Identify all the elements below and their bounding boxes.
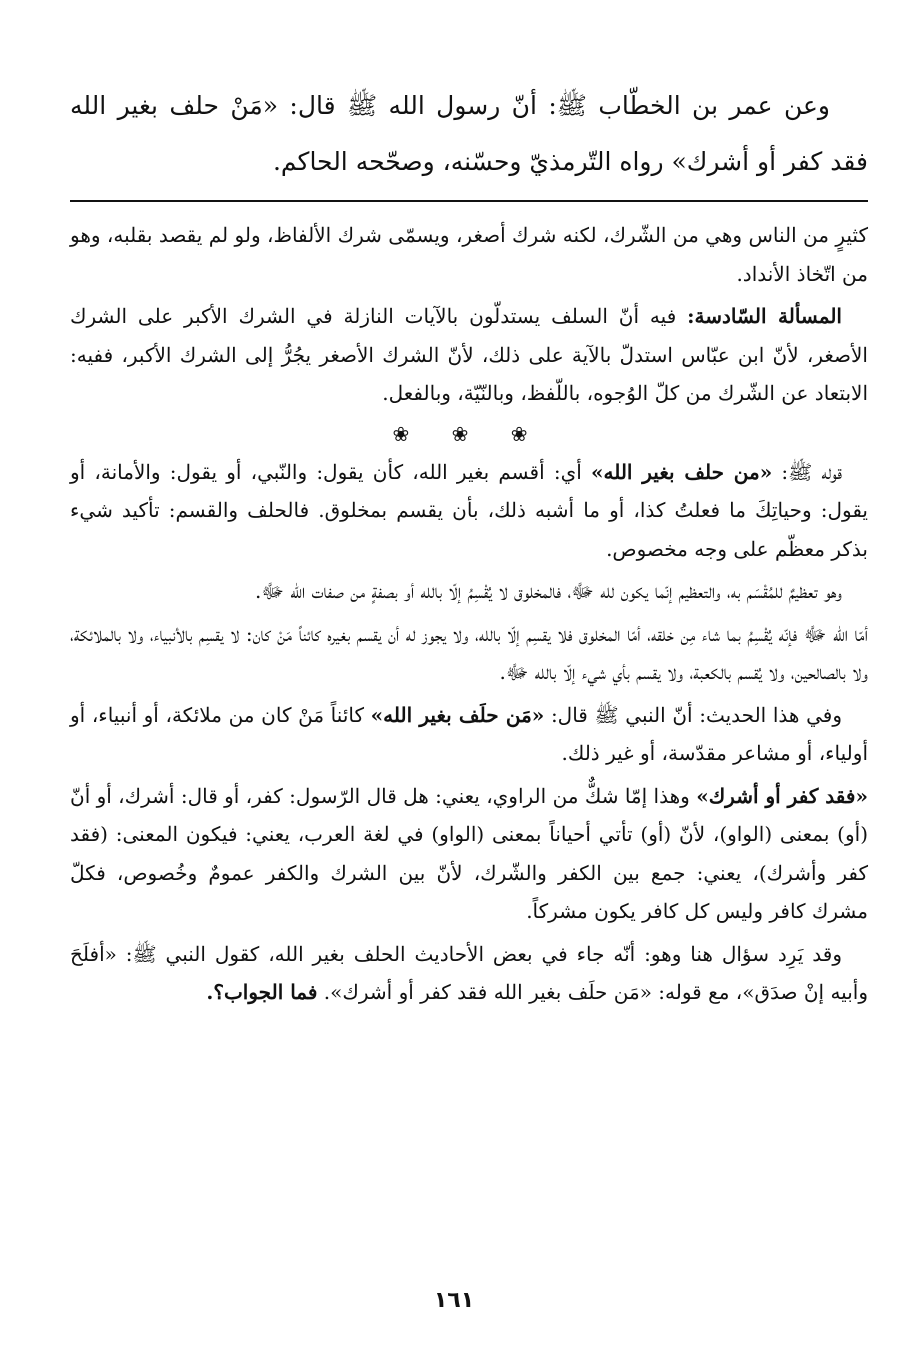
quoted-phrase: «فقد كفر أو أشرك» <box>696 783 868 808</box>
paragraph-7 <box>70 777 868 931</box>
hadith-section <box>70 78 868 190</box>
paragraph-6 <box>70 696 868 773</box>
paragraph-6-lead: وفي هذا الحديث: أنّ النبي ﷺ قال: <box>544 702 843 727</box>
paragraph-6-text: كائناً مَنْ كان من ملائكة، أو أنبياء، أو أولياء، أو مشاعر مقدّسة، أو غير ذلك. <box>70 702 868 765</box>
paragraph-7-text: وهذا إمّا شكٌّ من الراوي، يعني: هل قال الرّسول: كفر، أو قال: أشرك، أو أنّ (أو) بمعنى (الواو)، لأنّ (أو) تأتي أحياناً بمعنى (الواو) في لغة العرب، يعني: فيكون المعنى: (فقد كفر وأشرك)، يعني: جمع بين الكفر والشّرك، لأنّ بين الشرك والكفر عمومٌ وخُصوص، فكلّ مشرك كافر وليس كل كافر يكون مشركاً. <box>70 783 868 923</box>
paragraph-5: أمّا الله ﷻ فإنّه يُقْسِمُ بما شاء مِن خلقه، أمّا المخلوق فلا يقسِم إلّا بالله، ولا يجوز له أن يقسم بغيره كائناً مَنْ كان: لا يقسِم بالأنبياء، ولا بالملائكة، ولا بالصالحين، ولا يُقسم بالكعبة، ولا يقسم بأي شيء إلّا بالله ﷻ. <box>70 621 868 684</box>
paragraph-1: كثيرٍ من الناس وهي من الشّرك، لكنه شرك أصغر، ويسمّى شرك الألفاظ، ولو لم يقصد بقلبه، وهو من اتّخاذ الأنداد. <box>70 223 868 286</box>
paragraph-3-lead: قوله ﷺ: <box>772 459 842 484</box>
paragraph-2-text: فيه أنّ السلف يستدلّون بالآيات النازلة في الشرك الأكبر على الشرك الأصغر، لأنّ ابن عبّاس استدلّ بالآية على ذلك، لأنّ الشرك الأصغر يجُرُّ إلى الشرك الأكبر، ففيه: الابتعاد عن الشّرك من كلّ الوُجوه، باللّفظ، وبالنّيّة، وبالفعل. <box>70 304 868 405</box>
page-content <box>70 78 868 1016</box>
page-number: ١٦١ <box>433 1288 475 1313</box>
quoted-phrase: «من حلف بغير الله» <box>590 459 773 484</box>
paragraph-8 <box>70 935 868 1012</box>
issue-heading: المسألة السّادسة: <box>687 304 842 328</box>
paragraph-4: وهو تعظيمٌ للمُقْسَم به، والتعظيم إنّما يكون لله ﷻ، فالمخلوق لا يُقْسِمُ إلّا بالله أو بصفةٍ من صفات الله ﷻ. <box>254 579 842 603</box>
section-ornament: ❀ ❀ ❀ <box>392 421 546 446</box>
quoted-phrase: «مَن حلَف بغير الله» <box>370 702 545 727</box>
section-divider <box>70 200 868 202</box>
commentary-section <box>70 216 868 1012</box>
paragraph-3 <box>70 453 868 569</box>
paragraph-8-text: وقد يَرِد سؤال هنا وهو: أنّه جاء في بعض الأحاديث الحلف بغير الله، كقول النبي ﷺ: «أفلَحَ وأبيه إنْ صدَق»، مع قوله: «مَن حلَف بغير الله فقد كفر أو أشرك». <box>70 941 868 1004</box>
paragraph-2 <box>70 297 868 413</box>
question-phrase: فما الجواب؟. <box>206 980 318 1004</box>
hadith-text: وعن عمر بن الخطّاب ﷺ: أنّ رسول الله ﷺ قال: «مَنْ حلف بغير الله فقد كفر أو أشرك» رواه التّرمذيّ وحسّنه، وصحّحه الحاكم. <box>70 91 868 176</box>
paragraph-3-text: أي: أقسم بغير الله، كأن يقول: والنّبي، أو يقول: والأمانة، أو يقول: وحياتِكَ ما فعلتُ كذا، أو ما أشبه ذلك، بأن يقسم بمخلوق. فالحلف والقسم: تأكيد شيء بذكر معظّم على وجه مخصوص. <box>70 459 868 561</box>
